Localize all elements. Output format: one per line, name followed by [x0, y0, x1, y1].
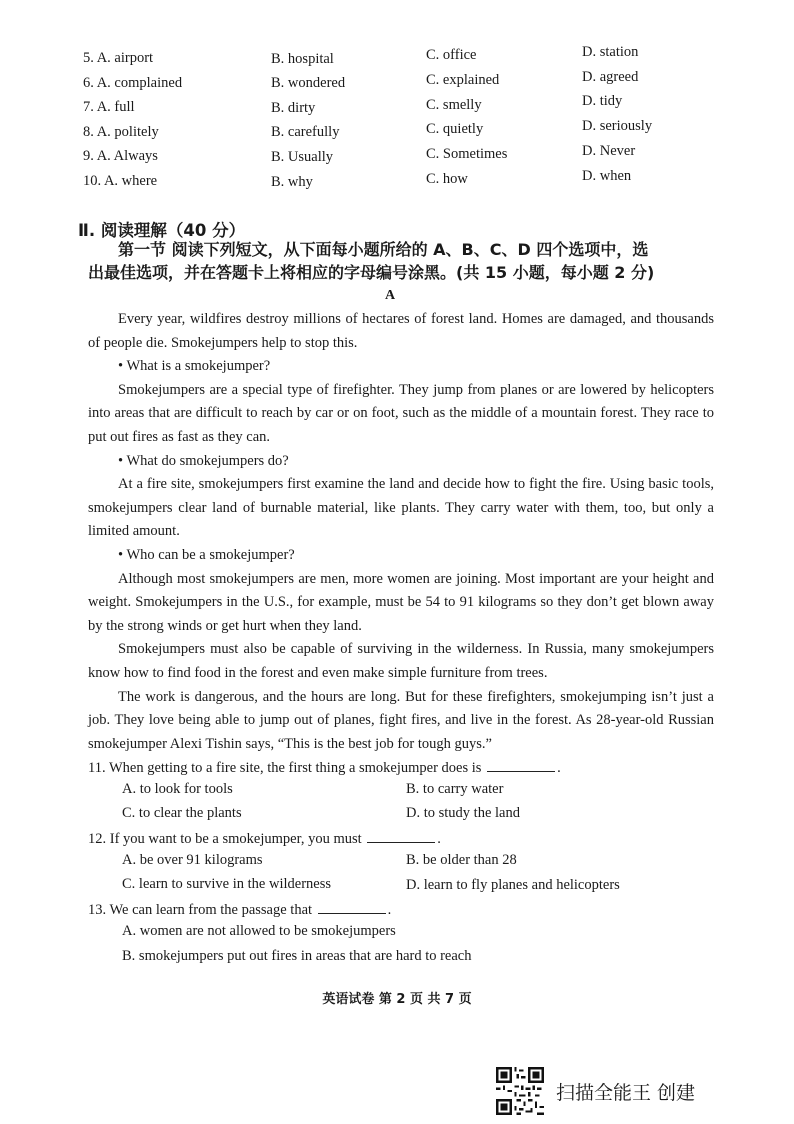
option-7d: D. tidy: [582, 93, 623, 109]
q11-choice-a: A. to look for tools: [122, 781, 233, 797]
option-8c: C. quietly: [426, 121, 484, 137]
option-10c: C. how: [426, 171, 468, 187]
option-8b: B. carefully: [271, 124, 340, 140]
q12-choice-c: C. learn to survive in the wilderness: [122, 876, 331, 892]
passage-label: A: [385, 288, 396, 303]
question-13-end: .: [387, 902, 392, 918]
option-6c: C. explained: [426, 72, 500, 88]
option-7c: C. smelly: [426, 97, 482, 113]
option-8d: D. seriously: [582, 118, 653, 134]
q12-choice-d: D. learn to fly planes and helicopters: [406, 877, 620, 893]
passage-paragraph-4: Although most smokejumpers are men, more women are joining. Most important are your height and weight. Smokejumpers in the U.S., for example, must be 54 to 91 kilograms so they don’t get blown away by the strong winds or get hurt when they land.: [88, 570, 714, 634]
q11-choice-c: C. to clear the plants: [122, 805, 242, 821]
option-9b: B. Usually: [271, 149, 334, 165]
question-13: [88, 899, 391, 923]
answer-blank: [318, 901, 386, 914]
passage-heading-2: • What do smokejumpers do?: [118, 452, 289, 469]
section-instruction-line2: 出最佳选项，并在答题卡上将相应的字母编号涂黑。(共 15 小题，每小题 2 分): [88, 263, 655, 282]
passage-paragraph-2: Smokejumpers are a special type of firefighter. They jump from planes or are lowered by helicopters into areas that are difficult to reach by car or on foot, such as the middle of a mountain forest. They race to put out fires as fast as they can.: [88, 381, 714, 445]
passage-paragraph-1: Every year, wildfires destroy millions of hectares of forest land. Homes are damaged, and thousands of people die. Smokejumpers help to stop this.: [88, 311, 714, 351]
question-12-stem: 12. If you want to be a smokejumper, you must: [88, 831, 362, 847]
passage-heading-1: • What is a smokejumper?: [118, 358, 271, 375]
section-instruction-line1: 第一节 阅读下列短文，从下面每小题所给的 A、B、C、D 四个选项中，选: [118, 240, 649, 259]
option-6d: D. agreed: [582, 69, 639, 85]
option-9a: 9. A. Always: [83, 148, 158, 164]
scanner-watermark: 扫描全能王 创建: [556, 1082, 696, 1104]
question-11-stem: 11. When getting to a fire site, the first thing a smokejumper does is: [88, 760, 482, 776]
question-11-end: .: [557, 760, 561, 776]
option-10d: D. when: [582, 168, 632, 184]
passage-paragraph-3: At a fire site, smokejumpers first examine the land and decide how to fight the fire. Using basic tools, smokejumpers clear land of burnable material, like plants. They carry water with them, too, but only a limited amount.: [88, 476, 714, 540]
q11-choice-d: D. to study the land: [406, 805, 520, 821]
option-5b: B. hospital: [271, 51, 334, 67]
question-13-stem: 13. We can learn from the passage that: [88, 902, 313, 918]
question-12: [88, 828, 441, 852]
option-6b: B. wondered: [271, 75, 346, 91]
option-5d: D. station: [582, 44, 639, 60]
q12-choice-b: B. be older than 28: [406, 852, 517, 868]
q11-choice-b: B. to carry water: [406, 781, 504, 797]
q13-choice-b: B. smokejumpers put out fires in areas that are hard to reach: [122, 948, 472, 964]
q12-choice-a: A. be over 91 kilograms: [122, 852, 263, 868]
option-7b: B. dirty: [271, 100, 316, 116]
question-11: [88, 757, 561, 781]
option-10a: 10. A. where: [83, 173, 158, 189]
option-6a: 6. A. complained: [83, 75, 183, 91]
option-5c: C. office: [426, 47, 477, 63]
section-title: Ⅱ. 阅读理解（40 分）: [78, 221, 246, 240]
option-9d: D. Never: [582, 143, 636, 159]
question-12-end: .: [437, 831, 441, 847]
option-10b: B. why: [271, 174, 313, 190]
option-8a: 8. A. politely: [83, 124, 159, 140]
qr-code-icon: [496, 1067, 544, 1115]
answer-blank: [367, 830, 435, 843]
passage-paragraph-5: Smokejumpers must also be capable of surviving in the wilderness. In Russia, many smokejumpers know how to find food in the forest and even make simple furniture from trees.: [88, 641, 714, 681]
q13-choice-a: A. women are not allowed to be smokejumpers: [122, 923, 396, 939]
option-5a: 5. A. airport: [83, 50, 154, 66]
passage-heading-3: • Who can be a smokejumper?: [118, 546, 295, 563]
passage-paragraph-6: The work is dangerous, and the hours are long. But for these firefighters, smokejumping isn’t just a job. They love being able to jump out of planes, fight fires, and live in the forest. As 28-year-old Russian smokejumper Alexi Tishin says, “This is the best job for tough guys.”: [88, 688, 714, 752]
answer-blank: [487, 759, 555, 772]
option-9c: C. Sometimes: [426, 146, 508, 162]
passage-body: [88, 308, 714, 756]
page-footer: 英语试卷 第 2 页 共 7 页: [322, 992, 472, 1007]
option-7a: 7. A. full: [83, 99, 135, 115]
